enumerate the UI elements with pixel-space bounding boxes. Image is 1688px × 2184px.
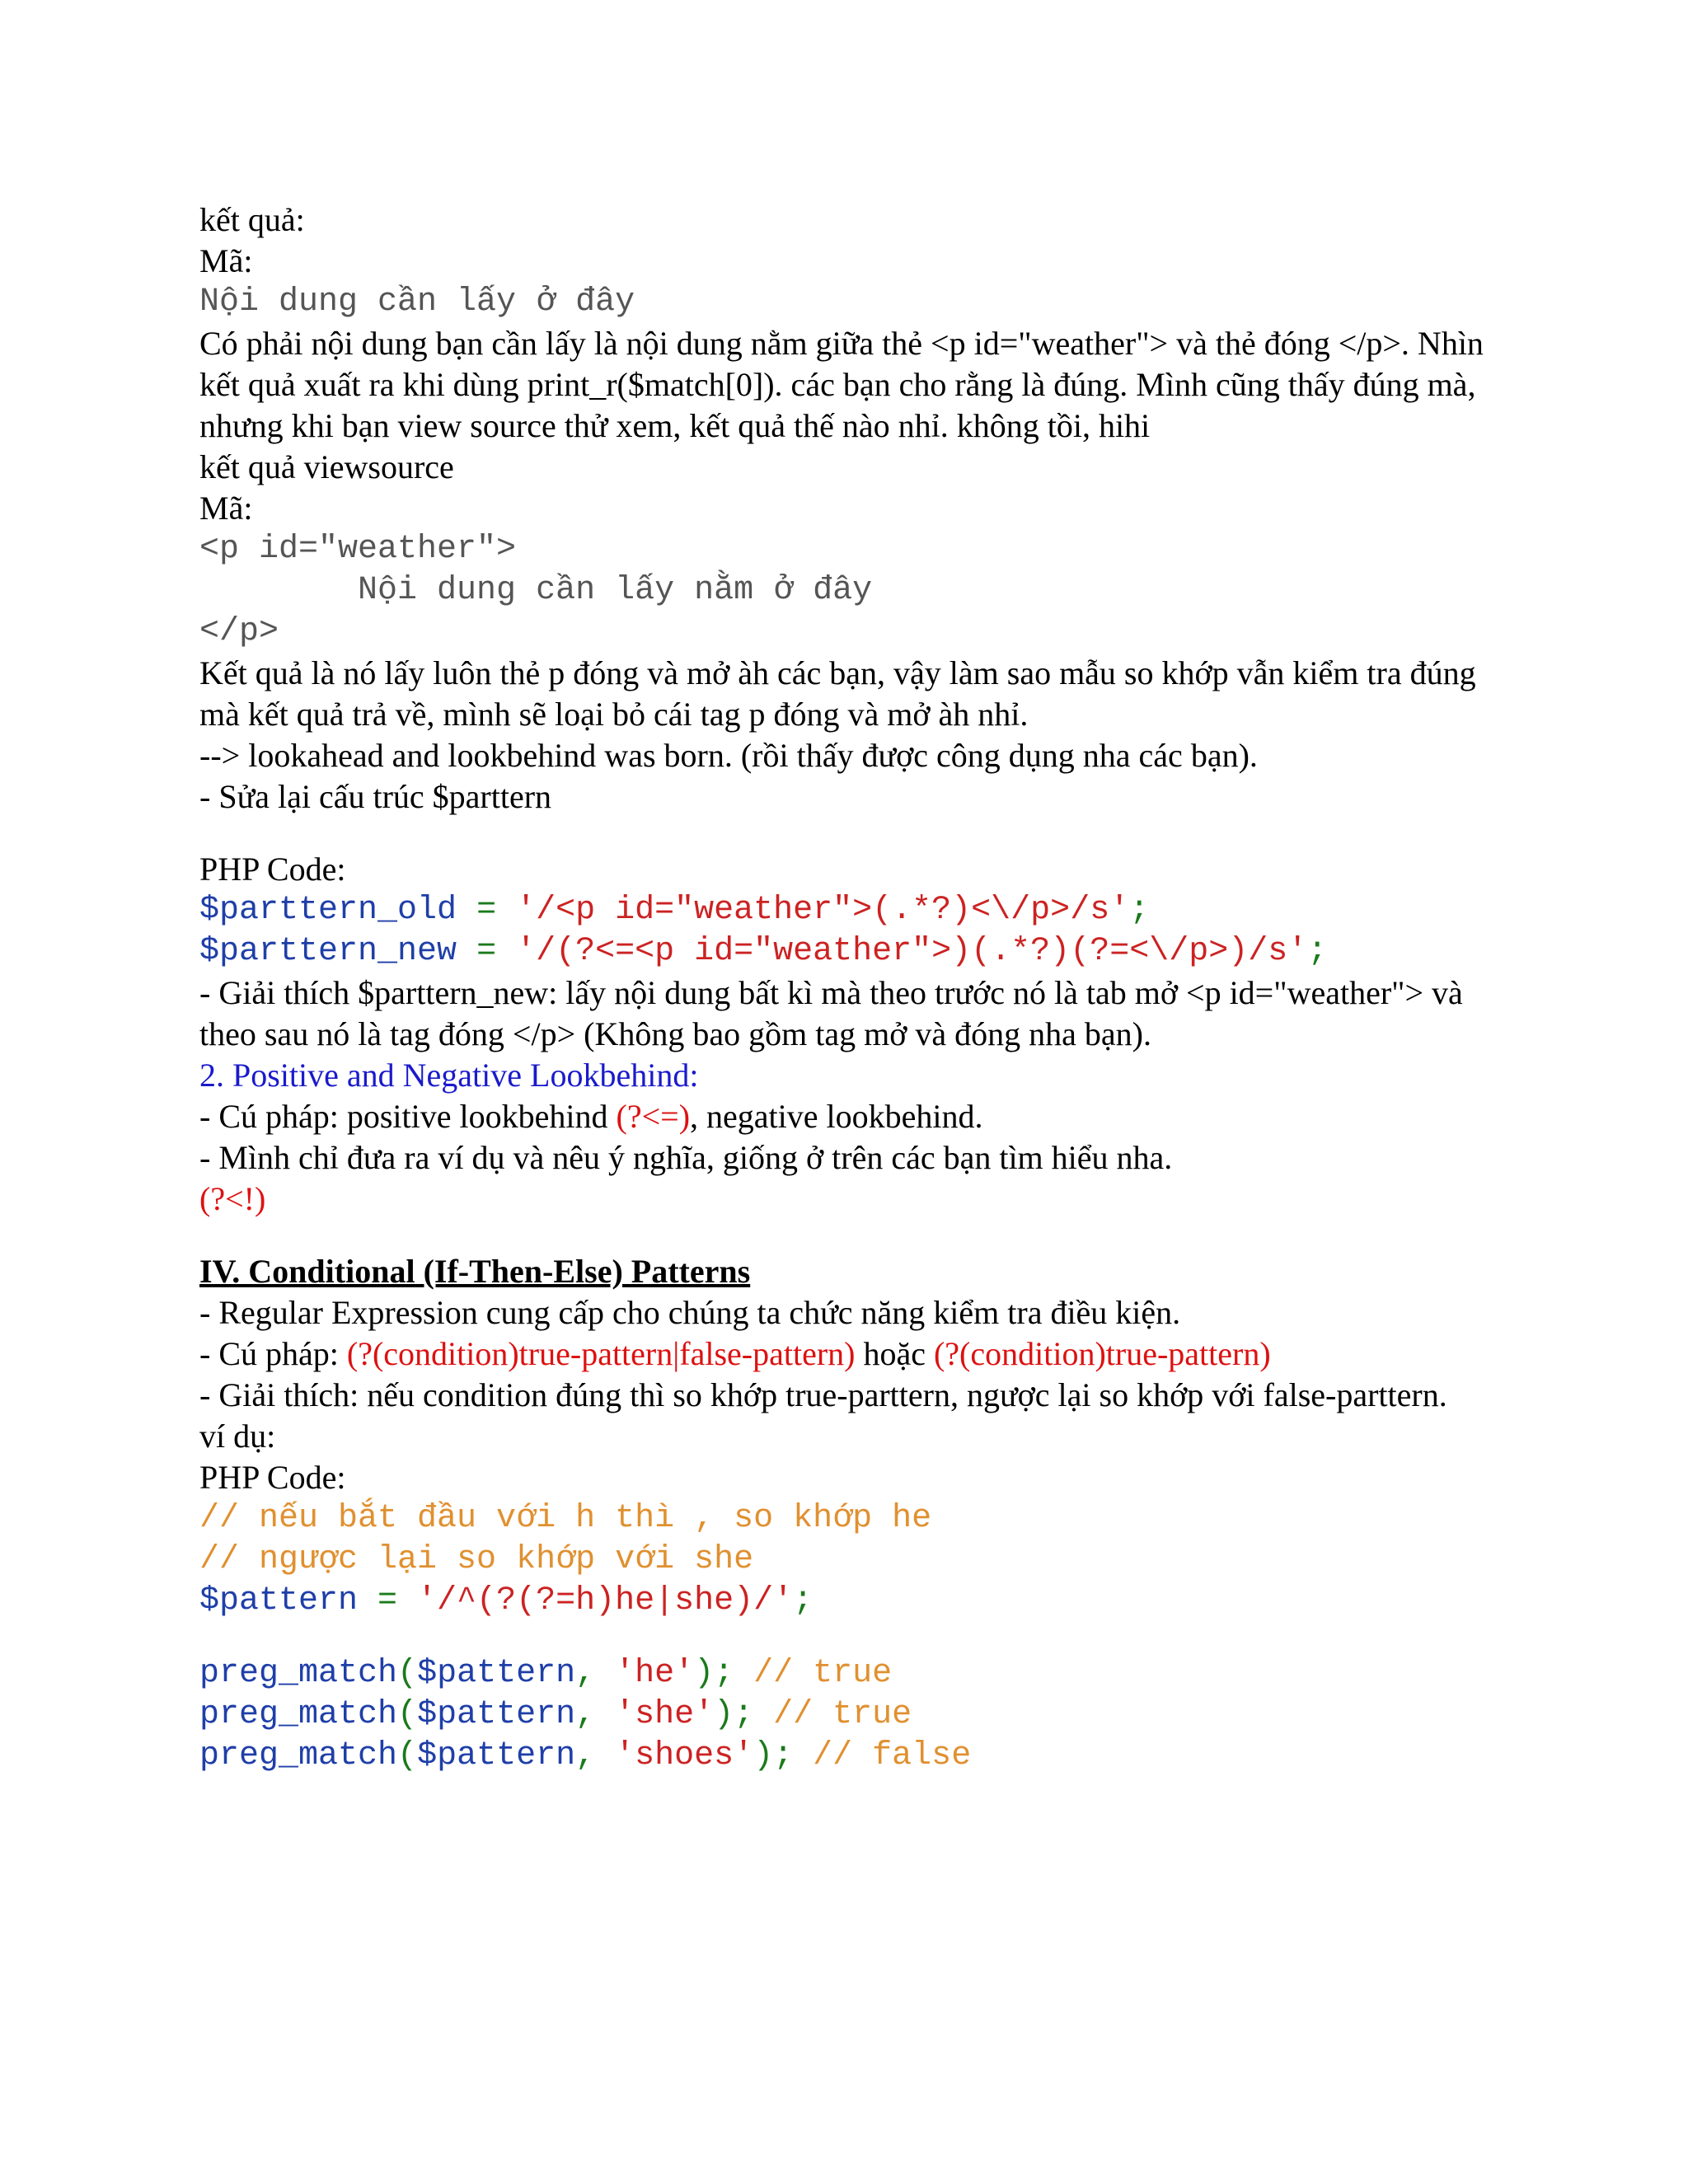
code-string: 'shoes' [615,1737,754,1774]
code-comment: // true [734,1655,893,1692]
code-string: '/<p id="weather">(.*?)<\/p>/s' [516,892,1130,929]
code-line [199,1736,1502,1777]
section-heading: IV. Conditional (If-Then-Else) Patterns [199,1253,751,1290]
code-punct: ); [753,1737,794,1774]
code-variable: $parttern_new [199,933,457,970]
code-line: <p id="weather"> [199,531,517,568]
syntax-line [199,1333,1502,1375]
code-line [199,1581,1502,1622]
code-operator: = [457,892,517,929]
code-punct: ; [1307,933,1328,970]
code-punct: , [575,1696,616,1733]
spacer [199,1622,1502,1653]
syntax-line [199,1096,1502,1137]
code-variable: $parttern_old [199,892,457,929]
syntax-short: (?(condition)true-pattern) [933,1335,1271,1372]
code-function: preg_match [199,1737,398,1774]
code-label: Mã: [199,490,253,527]
code-line [199,931,1502,972]
code-line: </p> [199,613,279,650]
code-punct: ); [694,1655,734,1692]
code-line: Nội dung cần lấy nằm ở đây [199,572,873,609]
spacer [199,1220,1502,1251]
code-comment: // nếu bắt đầu với h thì , so khớp he [199,1500,932,1537]
syntax-full: (?(condition)true-pattern|false-pattern) [346,1335,856,1372]
php-code-label: PHP Code: [199,1459,346,1496]
syntax-prefix: - Cú pháp: positive lookbehind [199,1098,617,1135]
code-variable: $pattern [199,1582,359,1619]
lookahead-note: --> lookahead and lookbehind was born. (rồi thấy được công dụng nha các bạn). [199,737,1258,774]
php-code-label: PHP Code: [199,851,346,888]
code-punct: ; [1129,892,1150,929]
syntax-or: hoặc [855,1335,934,1372]
code-operator: = [457,933,517,970]
code-line [199,1653,1502,1694]
code-line [199,1694,1502,1736]
code-variable: $pattern [417,1737,576,1774]
code-label: Mã: [199,242,253,279]
code-line [199,890,1502,931]
code-function: preg_match [199,1696,398,1733]
code-string: 'she' [615,1696,715,1733]
code-variable: $pattern [417,1696,576,1733]
paragraph-pattern-explanation: - Giải thích $parttern_new: lấy nội dung bất kì mà theo trước nó là tab mở <p id="weather"> và theo sau nó là tag đóng </p> (Không bao gồm tag mở và đóng nha bạn). [199,974,1463,1052]
result-label: kết quả: [199,201,305,238]
code-punct: ); [714,1696,754,1733]
syntax-negative: (?<!) [199,1180,266,1217]
code-comment: // ngược lại so khớp với she [199,1541,754,1578]
paragraph-result: Kết quả là nó lấy luôn thẻ p đóng và mở àh các bạn, vậy làm sao mẫu so khớp vẫn kiểm tra đúng mà kết quả trả về, mình sẽ loại bỏ cái tag p đóng và mở àh nhỉ. [199,654,1476,733]
code-punct: ; [793,1582,814,1619]
paragraph-explanation: Có phải nội dung bạn cần lấy là nội dung nằm giữa thẻ <p id="weather"> và thẻ đóng </p>. Nhìn kết quả xuất ra khi dùng print_r($match[0]). các bạn cho rằng là đúng. Mình cũng thấy đúng mà, nhưng khi bạn view source thử xem, kết quả thế nào nhỉ. không tồi, hihi [199,325,1484,444]
paragraph-conditional: - Giải thích: nếu condition đúng thì so khớp true-parttern, ngược lại so khớp với false-parttern. [199,1376,1447,1413]
code-punct: ( [397,1737,418,1774]
conditional-intro: - Regular Expression cung cấp cho chúng ta chức năng kiểm tra điều kiện. [199,1294,1181,1331]
viewsource-label: kết quả viewsource [199,448,454,485]
syntax-positive: (?<=) [616,1098,691,1135]
code-operator: = [358,1582,418,1619]
code-string: '/^(?(?=h)he|she)/' [417,1582,794,1619]
code-comment: // false [793,1737,972,1774]
code-variable: $pattern [417,1655,576,1692]
spacer [199,818,1502,849]
code-block-output: Nội dung cần lấy ở đây [199,284,635,321]
code-punct: ( [397,1696,418,1733]
section-title: 2. Positive and Negative Lookbehind: [199,1057,699,1094]
code-function: preg_match [199,1655,398,1692]
code-punct: , [575,1655,616,1692]
code-string: '/(?<=<p id="weather">)(.*?)(?=<\/p>)/s' [516,933,1308,970]
fix-pattern-note: - Sửa lại cấu trúc $parttern [199,778,552,815]
code-string: 'he' [615,1655,695,1692]
document-body [199,199,1502,1777]
example-note: - Mình chỉ đưa ra ví dụ và nêu ý nghĩa, giống ở trên các bạn tìm hiểu nha. [199,1139,1173,1176]
syntax-suffix: , negative lookbehind. [690,1098,983,1135]
code-punct: ( [397,1655,418,1692]
example-label: ví dụ: [199,1418,276,1455]
code-punct: , [575,1737,616,1774]
code-comment: // true [753,1696,912,1733]
syntax-prefix: - Cú pháp: [199,1335,347,1372]
